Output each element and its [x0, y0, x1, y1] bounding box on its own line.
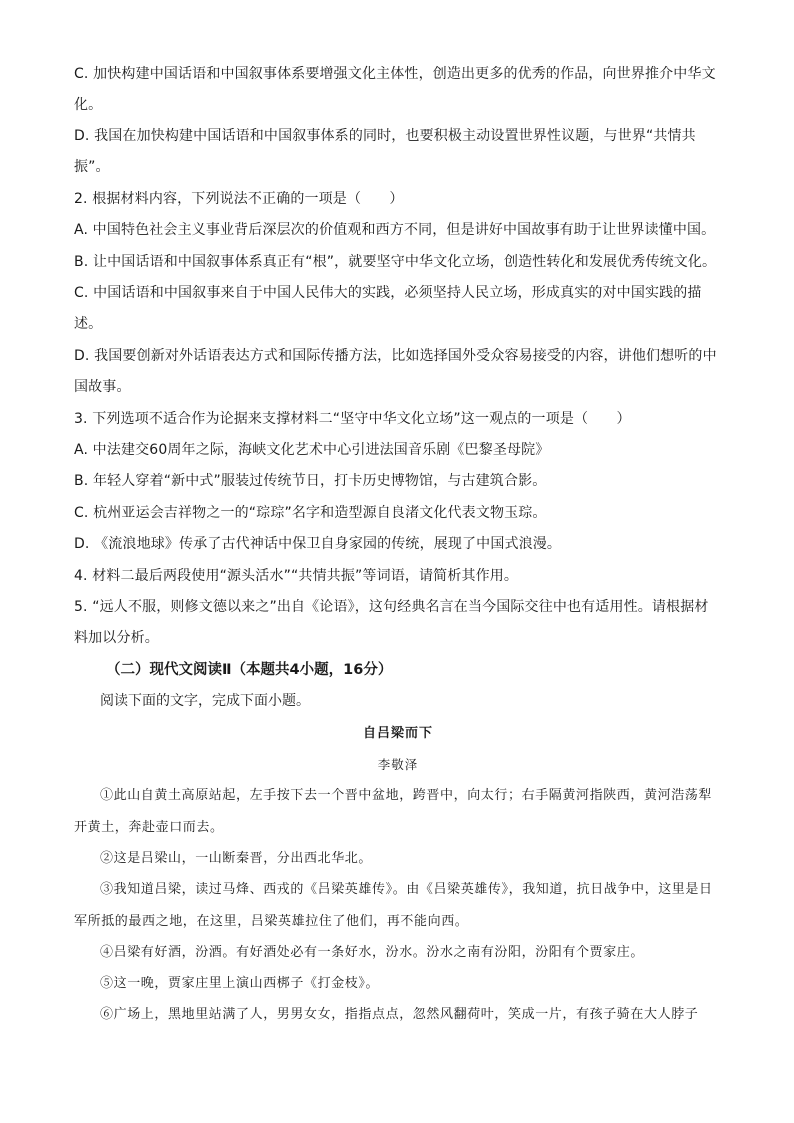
- q3-option-a: A. 中法建交60周年之际，海峡文化艺术中心引进法国音乐剧《巴黎圣母院》: [74, 442, 550, 458]
- article-paragraph-1: ①此山自黄土高原站起，左手按下去一个晋中盆地，跨晋中，向太行；右手隔黄河指陕西，黄河浩荡犁开黄土，奔赴壶口而去。: [74, 788, 713, 835]
- article-title: 自吕梁而下: [362, 726, 433, 741]
- q1-option-c: C. 加快构建中国话语和中国叙事体系要增强文化主体性，创造出更多的优秀的作品，向世界推介中华文化。: [74, 66, 716, 113]
- article-paragraph-5: ⑤这一晚，贾家庄里上演山西梆子《打金枝》。: [100, 976, 380, 991]
- article-paragraph-4: ④吕梁有好酒，汾酒。有好酒处必有一条好水，汾水。汾水之南有汾阳，汾阳有个贾家庄。: [100, 945, 645, 960]
- q3-option-d: D. 《流浪地球》传承了古代神话中保卫自身家园的传统，展现了中国式浪漫。: [74, 536, 562, 552]
- q4-stem: 4. 材料二最后两段使用“源头活水”“共情共振”等词语，请简析其作用。: [74, 568, 519, 584]
- q2-option-a: A. 中国特色社会主义事业背后深层次的价值观和西方不同，但是讲好中国故事有助于让世界读懂中国。: [74, 222, 716, 238]
- q5-stem: 5. “远人不服，则修文德以来之”出自《论语》，这句经典名言在当今国际交往中也有适用性。请根据材料加以分析。: [74, 599, 709, 646]
- section-heading: （二）现代文阅读Ⅱ（本题共4小题，16分）: [106, 662, 393, 678]
- q3-stem: 3. 下列选项不适合作为论据来支撑材料二“坚守中华文化立场”这一观点的一项是（ ）: [74, 411, 631, 427]
- article-paragraph-2: ②这是吕梁山，一山断秦晋，分出西北华北。: [100, 851, 373, 866]
- article-paragraph-3: ③我知道吕梁，读过马烽、西戎的《吕梁英雄传》。由《吕梁英雄传》，我知道，抗日战争中，这里是日军所抵的最西之地，在这里，吕梁英雄拉住了他们，再不能向西。: [74, 882, 713, 929]
- q3-option-c: C. 杭州亚运会吉祥物之一的“琮琮”名字和造型源自良渚文化代表文物玉琮。: [74, 505, 547, 521]
- q2-option-d: D. 我国要创新对外话语表达方式和国际传播方法，比如选择国外受众容易接受的内容，讲他们想听的中国故事。: [74, 348, 717, 395]
- q2-stem: 2. 根据材料内容，下列说法不正确的一项是（ ）: [74, 191, 404, 207]
- q3-option-b: B. 年轻人穿着“新中式”服装过传统节日，打卡历史博物馆，与古建筑合影。: [74, 473, 547, 489]
- q1-option-d: D. 我国在加快构建中国话语和中国叙事体系的同时，也要积极主动设置世界性议题，与世界“共情共振”。: [74, 128, 696, 175]
- q2-option-b: B. 让中国话语和中国叙事体系真正有“根”，就要坚守中华文化立场，创造性转化和发展优秀传统文化。: [74, 254, 717, 270]
- reading-instructions: 阅读下面的文字，完成下面小题。: [100, 693, 310, 709]
- q2-option-c: C. 中国话语和中国叙事来自于中国人民伟大的实践，必须坚持人民立场，形成真实的对中国实践的描述。: [74, 285, 702, 332]
- article-author: 李敬泽: [377, 757, 419, 772]
- article-paragraph-6: ⑥广场上，黑地里站满了人，男男女女，指指点点，忽然风翻荷叶，笑成一片，有孩子骑在大人脖子: [100, 1007, 699, 1022]
